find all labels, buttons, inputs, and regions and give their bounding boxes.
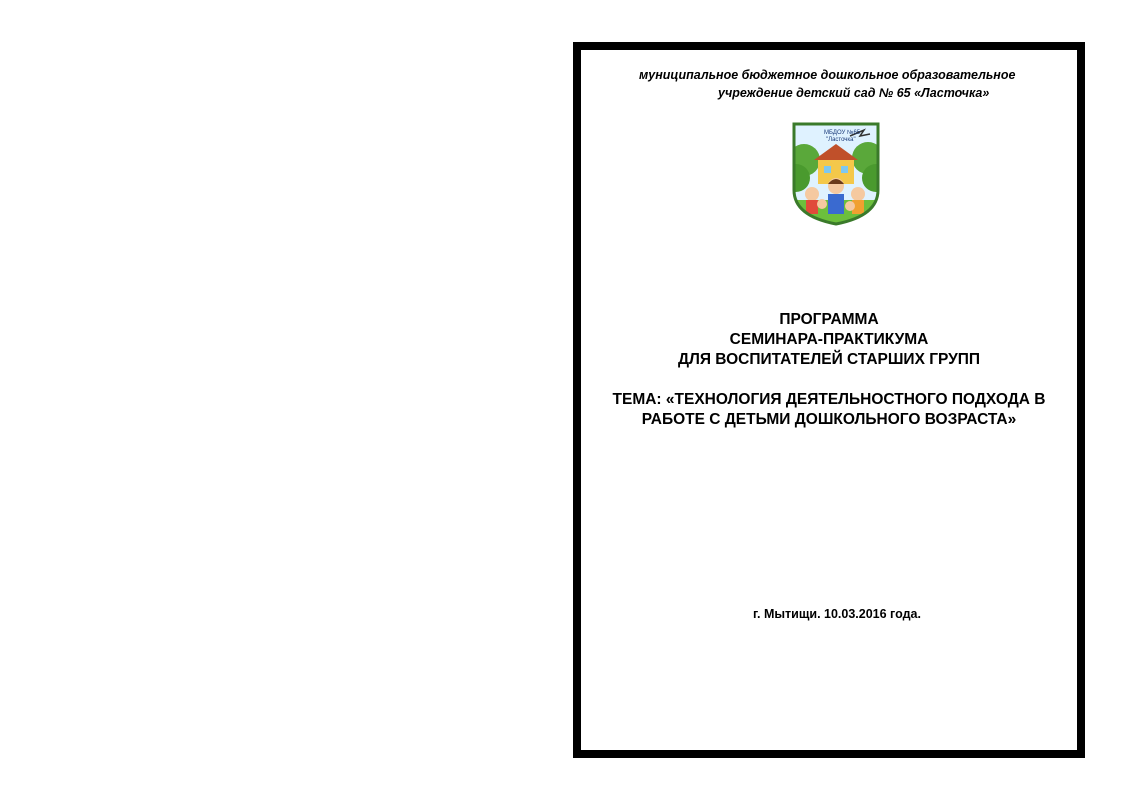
title-line-3: ДЛЯ ВОСПИТАТЕЛЕЙ СТАРШИХ ГРУПП [677, 351, 981, 368]
topic-line-2: РАБОТЕ С ДЕТЬМИ ДОШКОЛЬНОГО ВОЗРАСТА» [641, 411, 1017, 428]
organization-line-1: муниципальное бюджетное дошкольное образовательное [639, 68, 1016, 82]
title-line-2: СЕМИНАРА-ПРАКТИКУМА [729, 331, 929, 348]
organization-line-2: учреждение детский сад № 65 «Ласточка» [718, 86, 990, 100]
kindergarten-emblem-icon [790, 120, 882, 226]
program-title [581, 310, 1077, 430]
topic-line-1: ТЕМА: «ТЕХНОЛОГИЯ ДЕЯТЕЛЬНОСТНОГО ПОДХОДА В [612, 391, 1046, 408]
place-date: г. Мытищи. 10.03.2016 года. [753, 607, 921, 621]
emblem-text-1: МБДОУ №65 [824, 130, 861, 136]
title-spacer [581, 370, 1077, 390]
page-frame [573, 42, 1085, 758]
organization-name [581, 66, 1077, 102]
emblem-text-2: "Ласточка" [826, 137, 856, 143]
title-line-1: ПРОГРАММА [779, 311, 879, 328]
